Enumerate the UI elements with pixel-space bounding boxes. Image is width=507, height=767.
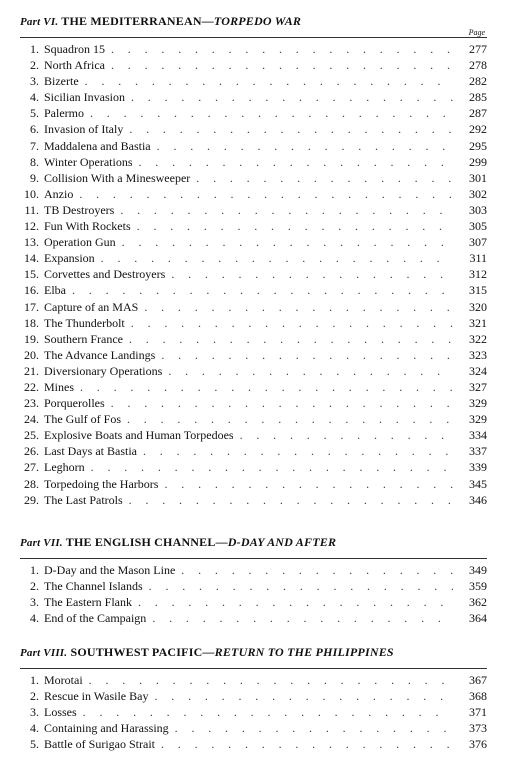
entry-title: Torpedoing the Harbors	[44, 476, 159, 491]
entry-number: 25.	[24, 428, 39, 443]
entry-number: 3.	[30, 705, 39, 720]
entry-title: Maddalena and Bastia	[44, 138, 151, 153]
toc-entry	[20, 562, 487, 578]
dot-leader	[111, 57, 453, 73]
toc-entry	[20, 57, 487, 73]
part-title: THE ENGLISH CHANNEL—	[65, 535, 228, 549]
entry-page-number: 324	[469, 363, 487, 378]
entry-number: 18.	[24, 315, 39, 330]
entry-number: 13.	[24, 235, 39, 250]
toc-entry	[20, 331, 487, 347]
entry-title: Squadron 15	[44, 42, 105, 56]
dot-leader	[240, 427, 453, 443]
entry-number: 2.	[30, 579, 39, 594]
entry-number: 23.	[24, 396, 39, 411]
entry-title: The Channel Islands	[44, 579, 143, 594]
entry-page-number: 321	[469, 315, 487, 330]
toc-entry	[20, 170, 487, 186]
entry-page-number: 302	[469, 186, 487, 201]
entry-number: 21.	[24, 363, 39, 378]
toc-entry	[20, 720, 487, 736]
entry-title: North Africa	[44, 58, 105, 73]
entry-number: 5.	[30, 106, 39, 121]
divider	[20, 558, 487, 559]
dot-leader	[111, 41, 453, 57]
dot-leader	[111, 395, 453, 411]
entry-title: The Thunderbolt	[44, 315, 125, 330]
toc-entry	[20, 476, 487, 492]
entry-page-number: 299	[469, 154, 487, 169]
dot-leader	[122, 234, 453, 250]
entry-list	[20, 672, 487, 752]
entry-title: Expansion	[44, 251, 95, 266]
entry-page-number: 334	[469, 428, 487, 443]
toc-entry	[20, 395, 487, 411]
dot-leader	[79, 186, 453, 202]
toc-entry	[20, 411, 487, 427]
entry-number: 28.	[24, 476, 39, 491]
toc-entry	[20, 121, 487, 137]
entry-title: Anzio	[44, 186, 74, 201]
dot-leader	[168, 363, 453, 379]
entry-number: 6.	[30, 122, 39, 137]
entry-title: Corvettes and Destroyers	[44, 267, 166, 282]
toc-entry	[20, 672, 487, 688]
entry-title: Elba	[44, 283, 66, 298]
entry-number: 2.	[30, 58, 39, 73]
entry-number: 26.	[24, 444, 39, 459]
toc-entry	[20, 89, 487, 105]
dot-leader	[181, 562, 453, 578]
dot-leader	[143, 443, 453, 459]
entry-number: 24.	[24, 412, 39, 427]
toc-entry	[20, 443, 487, 459]
part-vii-section	[20, 535, 487, 626]
entry-number: 4.	[30, 611, 39, 626]
entry-title: Diversionary Operations	[44, 363, 163, 378]
entry-page-number: 371	[469, 705, 487, 720]
entry-number: 14.	[24, 251, 39, 266]
entry-title: D-Day and the Mason Line	[44, 563, 176, 577]
dot-leader	[72, 282, 453, 298]
dot-leader	[131, 315, 453, 331]
entry-page-number: 329	[469, 396, 487, 411]
dot-leader	[157, 138, 453, 154]
toc-entry	[20, 688, 487, 704]
toc-entry	[20, 347, 487, 363]
entry-number: 12.	[24, 219, 39, 234]
dot-leader	[85, 73, 453, 89]
dot-leader	[80, 379, 453, 395]
entry-title: Morotai	[44, 673, 83, 687]
entry-page-number: 367	[469, 673, 487, 687]
dot-leader	[89, 672, 453, 688]
entry-title: End of the Campaign	[44, 611, 147, 626]
entry-title: Explosive Boats and Human Torpedoes	[44, 428, 234, 443]
dot-leader	[161, 736, 453, 752]
toc-entry	[20, 594, 487, 610]
entry-page-number: 337	[469, 444, 487, 459]
divider	[20, 37, 487, 38]
toc-entry	[20, 363, 487, 379]
toc-entry	[20, 736, 487, 752]
entry-title: Southern France	[44, 331, 123, 346]
toc-entry	[20, 459, 487, 475]
entry-title: The Last Patrols	[44, 492, 123, 507]
entry-number: 3.	[30, 595, 39, 610]
dot-leader	[129, 492, 453, 508]
part-vi-section	[20, 14, 487, 508]
part-subtitle: RETURN TO THE PHILIPPINES	[214, 645, 394, 659]
entry-title: Fun With Rockets	[44, 219, 131, 234]
toc-entry	[20, 105, 487, 121]
entry-page-number: 311	[469, 251, 487, 266]
entry-page-number: 373	[469, 721, 487, 736]
dot-leader	[152, 610, 453, 626]
toc-entry	[20, 186, 487, 202]
entry-page-number: 364	[469, 611, 487, 626]
dot-leader	[171, 266, 453, 282]
dot-leader	[91, 459, 453, 475]
entry-page-number: 329	[469, 412, 487, 427]
entry-page-number: 282	[469, 74, 487, 89]
entry-number: 4.	[30, 721, 39, 736]
entry-page-number: 307	[469, 235, 487, 250]
entry-number: 10.	[24, 186, 39, 201]
entry-title: The Gulf of Fos	[44, 412, 121, 427]
entry-number: 27.	[24, 460, 39, 475]
entry-title: The Advance Landings	[44, 347, 156, 362]
entry-page-number: 359	[469, 579, 487, 594]
dot-leader	[149, 578, 453, 594]
entry-number: 16.	[24, 283, 39, 298]
dot-leader	[83, 704, 453, 720]
entry-page-number: 368	[469, 689, 487, 704]
entry-number: 2.	[30, 689, 39, 704]
toc-entry	[20, 73, 487, 89]
entry-page-number: 277	[469, 42, 487, 56]
toc-entry	[20, 154, 487, 170]
toc-entry	[20, 202, 487, 218]
entry-title: Invasion of Italy	[44, 122, 124, 137]
entry-number: 5.	[30, 737, 39, 752]
dot-leader	[161, 347, 453, 363]
toc-entry	[20, 234, 487, 250]
entry-page-number: 287	[469, 106, 487, 121]
entry-title: Last Days at Bastia	[44, 444, 137, 459]
entry-title: Bizerte	[44, 74, 79, 89]
toc-entry	[20, 578, 487, 594]
toc-entry	[20, 379, 487, 395]
toc-entry	[20, 218, 487, 234]
entry-number: 4.	[30, 90, 39, 105]
toc-entry	[20, 250, 487, 266]
dot-leader	[196, 170, 453, 186]
entry-page-number: 292	[469, 122, 487, 137]
toc-entry	[20, 41, 487, 57]
toc-entry	[20, 282, 487, 298]
dot-leader	[164, 476, 453, 492]
entry-number: 20.	[24, 347, 39, 362]
entry-number: 17.	[24, 299, 39, 314]
page-column-heading: Page	[468, 28, 485, 37]
dot-leader	[131, 89, 453, 105]
entry-number: 11.	[24, 202, 39, 217]
part-number: Part VIII.	[20, 647, 68, 659]
entry-title: Rescue in Wasile Bay	[44, 689, 149, 704]
divider	[20, 668, 487, 669]
dot-leader	[129, 121, 453, 137]
entry-number: 1.	[30, 563, 39, 577]
part-heading	[20, 14, 487, 29]
entry-page-number: 301	[469, 170, 487, 185]
entry-page-number: 322	[469, 331, 487, 346]
entry-page-number: 349	[469, 563, 487, 577]
dot-leader	[138, 594, 453, 610]
entry-title: Mines	[44, 379, 74, 394]
part-subtitle: TORPEDO WAR	[213, 14, 302, 28]
entry-number: 22.	[24, 379, 39, 394]
dot-leader	[154, 688, 453, 704]
entry-number: 29.	[24, 492, 39, 507]
entry-page-number: 345	[469, 476, 487, 491]
entry-number: 7.	[30, 138, 39, 153]
part-title: SOUTHWEST PACIFIC—	[70, 645, 215, 659]
entry-title: Battle of Surigao Strait	[44, 737, 155, 752]
dot-leader	[139, 154, 454, 170]
entry-title: Palermo	[44, 106, 84, 121]
entry-number: 9.	[30, 170, 39, 185]
entry-list	[20, 562, 487, 626]
part-subtitle: D-DAY AND AFTER	[227, 535, 337, 549]
entry-page-number: 315	[469, 283, 487, 298]
entry-title: Leghorn	[44, 460, 85, 475]
dot-leader	[129, 331, 453, 347]
entry-title: TB Destroyers	[44, 202, 115, 217]
toc-entry	[20, 299, 487, 315]
entry-page-number: 285	[469, 90, 487, 105]
entry-title: Collision With a Minesweeper	[44, 170, 191, 185]
entry-page-number: 327	[469, 379, 487, 394]
entry-number: 3.	[30, 74, 39, 89]
entry-page-number: 323	[469, 347, 487, 362]
part-number: Part VI.	[20, 16, 59, 28]
dot-leader	[175, 720, 453, 736]
toc-entry	[20, 138, 487, 154]
dot-leader	[90, 105, 453, 121]
entry-title: The Eastern Flank	[44, 595, 132, 610]
entry-page-number: 303	[469, 202, 487, 217]
toc-entry	[20, 266, 487, 282]
toc-entry	[20, 704, 487, 720]
entry-page-number: 346	[469, 492, 487, 507]
entry-title: Losses	[44, 705, 77, 720]
entry-page-number: 295	[469, 138, 487, 153]
entry-title: Winter Operations	[44, 154, 133, 169]
part-heading	[20, 535, 487, 550]
entry-number: 1.	[30, 673, 39, 687]
entry-page-number: 278	[469, 58, 487, 73]
entry-number: 15.	[24, 267, 39, 282]
part-title: THE MEDITERRANEAN—	[61, 14, 214, 28]
entry-title: Capture of an MAS	[44, 299, 139, 314]
part-number: Part VII.	[20, 537, 63, 549]
dot-leader	[127, 411, 453, 427]
toc-entry	[20, 427, 487, 443]
entry-title: Operation Gun	[44, 235, 116, 250]
toc-entry	[20, 610, 487, 626]
toc-entry	[20, 492, 487, 508]
entry-page-number: 320	[469, 299, 487, 314]
dot-leader	[120, 202, 453, 218]
entry-list	[20, 41, 487, 508]
entry-page-number: 305	[469, 219, 487, 234]
entry-number: 8.	[30, 154, 39, 169]
entry-title: Porquerolles	[44, 396, 105, 411]
entry-number: 1.	[30, 42, 39, 56]
entry-title: Sicilian Invasion	[44, 90, 125, 105]
part-heading	[20, 645, 487, 660]
entry-number: 19.	[24, 331, 39, 346]
entry-page-number: 362	[469, 595, 487, 610]
dot-leader	[137, 218, 453, 234]
entry-title: Containing and Harassing	[44, 721, 169, 736]
dot-leader	[101, 250, 453, 266]
entry-page-number: 376	[469, 737, 487, 752]
toc-entry	[20, 315, 487, 331]
dot-leader	[144, 299, 453, 315]
part-viii-section	[20, 645, 487, 752]
entry-page-number: 339	[469, 460, 487, 475]
entry-page-number: 312	[469, 267, 487, 282]
